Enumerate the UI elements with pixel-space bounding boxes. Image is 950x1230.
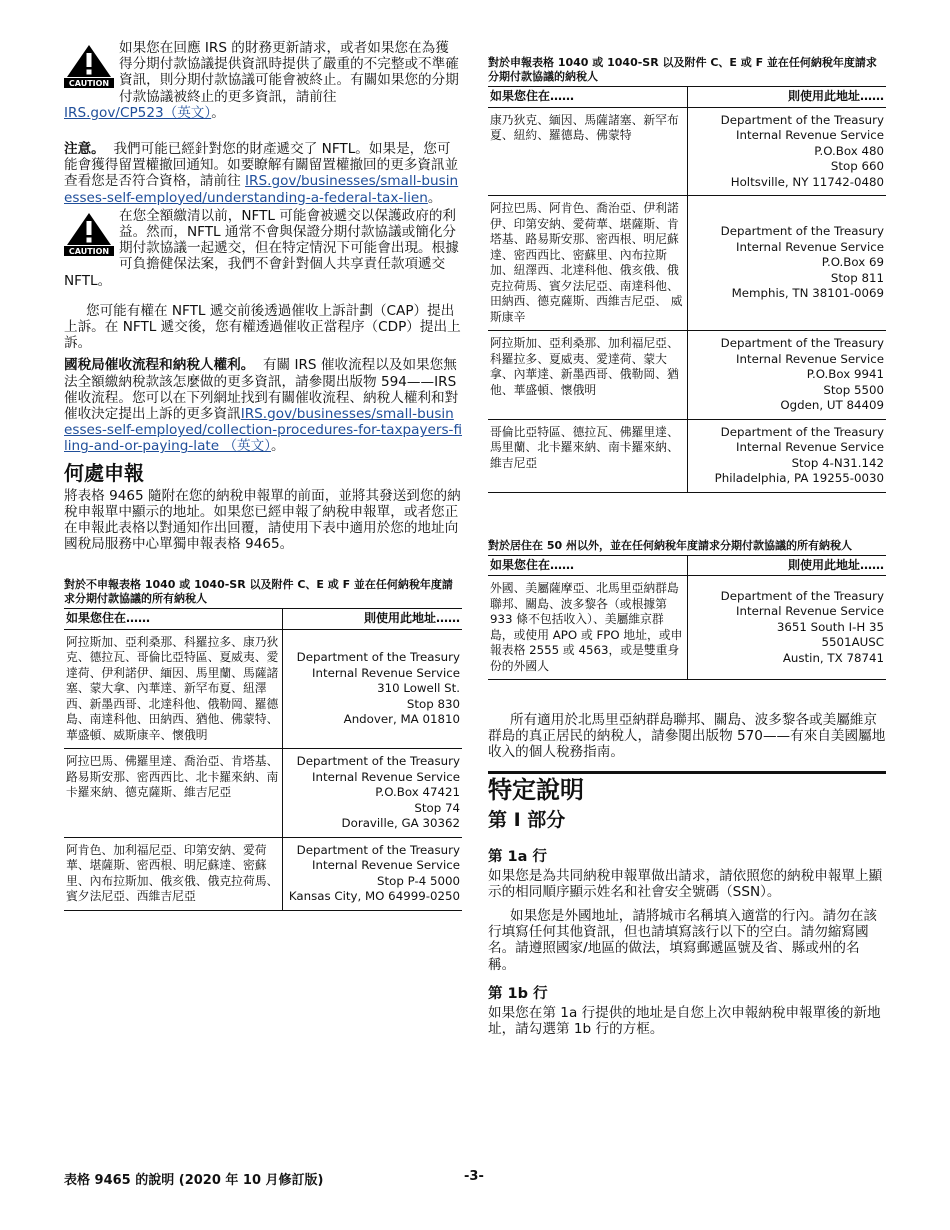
cap-paragraph: 您可能有權在 NFTL 遞交前後透過催收上訴計劃（CAP）提出上訴。在 NFTL 遞交後，您有權透過催收正當程序（CDP）提出上訴。 [64, 302, 461, 352]
collection-label: 國稅局催收流程和納稅人權利。 [64, 357, 255, 374]
part-1-heading: 第 I 部分 [488, 808, 566, 831]
table-row: 阿拉斯加、亞利桑那、科羅拉多、康乃狄克、德拉瓦、哥倫比亞特區、夏威夷、愛達荷、伊利諾伊、緬因、馬里蘭、馬薩諸塞、蒙大拿、內華達、新罕布夏、紐澤西、新墨西哥、北達科他、俄勒岡、羅德島、南達科他、田納西、猶他、佛蒙特、華盛頓、威斯康辛、懷俄明 Department of the Treasury Internal Revenue Service 310 Lowell St. Stop 830 Andover, MA 01810 [64, 629, 462, 749]
collection-procedures-link[interactable]: IRS.gov/businesses/small-businesses-self-employed/collection-procedures-for-taxpayers-filing-and-or-paying-late （英文） [64, 406, 463, 455]
caution-block-2 [64, 208, 462, 289]
table-row: 阿肯色、加利福尼亞、印第安納、愛荷華、堪薩斯、密西根、明尼蘇達、密蘇里、內布拉斯加、俄亥俄、俄克拉荷馬、賓夕法尼亞、西維吉尼亞 Department of the Treasury Internal Revenue Service Stop P-4 5000 Kansas City, MO 64999-0250 [64, 837, 462, 910]
col-header-state: 如果您住在…… [64, 609, 283, 630]
line-1a-paragraph-1: 如果您是為共同納稅申報單做出請求，請依照您的納稅申報單上顯示的相同順序顯示姓名和社會安全號碼（SSN）。 [488, 867, 883, 900]
caution-text-1: 如果您在回應 IRS 的財務更新請求，或者如果您在為獲得分期付款協議提供資訊時提供了嚴重的不完整或不準確資訊，則分期付款協議可能會被終止。有關如果您的分期付款協議被終止的更多資訊，請前往 IRS.gov/CP523（英文）。 [64, 40, 459, 121]
table-row: 阿拉巴馬、佛羅里達、喬治亞、肯塔基、路易斯安那、密西西比、北卡羅來納、南卡羅來納、德克薩斯、維吉尼亞 Department of the Treasury Internal Revenue Service P.O.Box 47421 Stop 74 Doraville, GA 30362 [64, 749, 462, 838]
line-1b-paragraph: 如果您在第 1a 行提供的地址是自您上次申報納稅申報單後的新地址，請勾選第 1b 行的方框。 [488, 1004, 881, 1038]
address-table-no-1040 [64, 608, 462, 911]
line-1b-heading: 第 1b 行 [488, 985, 548, 1002]
note-paragraph: 注意。 我們可能已經針對您的財產遞交了 NFTL。如果是，您可能會獲得留置權撤回通知。如要瞭解有關留置權撤回的更多資訊並查看您是否符合資格，請前往 IRS.gov/businesses/small-businesses-self-employed/understanding-a-federal-tax-lien。 [64, 141, 459, 206]
right-column [488, 56, 886, 1037]
table-title-no-1040: 對於不申報表格 1040 或 1040-SR 以及附件 C、E 或 F 並在任何納稅年度請求分期付款協議的所有納稅人 [64, 578, 453, 606]
caution-label: CAUTION [68, 79, 110, 88]
line-1a-heading: 第 1a 行 [488, 848, 547, 865]
left-column [64, 40, 462, 911]
footer-form-title: 表格 9465 的說明 (2020 年 10 月修訂版) [64, 1173, 324, 1188]
caution-block-1 [64, 40, 462, 121]
where-to-file-heading: 何處申報 [64, 460, 144, 485]
table-row: 哥倫比亞特區、德拉瓦、佛羅里達、馬里蘭、北卡羅來納、南卡羅來納、維吉尼亞 Department of the Treasury Internal Revenue Service Stop 4-N31.142 Philadelphia, PA 19255-0030 [488, 419, 886, 492]
table-title-1040: 對於申報表格 1040 或 1040-SR 以及附件 C、E 或 F 並在任何納稅年度請求分期付款協議的納稅人 [488, 56, 877, 83]
caution-text-2: 在您全額繳清以前，NFTL 可能會被遞交以保護政府的利益。然而，NFTL 通常不會與保證分期付款協議或簡化分期付款協議一起遞交，但在特定情況下可能會出現。根據可負擔健保法案，我們不會針對個人共享責任款項遞交 NFTL。 [64, 207, 459, 289]
collection-paragraph: 國稅局催收流程和納稅人權利。 有關 IRS 催收流程以及如果您無法全額繳納稅款該怎麼做的更多資訊，請參閱出版物 594——IRS 催收流程。您可以在下列網址找到有關催收流程、納稅人權利和對催收決定提出上訴的更多資訊IRS.gov/businesses/small-businesses-self-employed/collection-procedures-for-taxpayers-filing-and-or-paying-late （英文）。 [64, 357, 463, 455]
col-header-state: 如果您住在…… [488, 87, 687, 108]
col-header-address: 則使用此地址…… [687, 87, 886, 108]
caution-label: CAUTION [68, 246, 110, 256]
table-row: 阿拉巴馬、阿肯色、喬治亞、伊利諾伊、印第安納、愛荷華、堪薩斯、肯塔基、路易斯安那、密西根、明尼蘇達、密西西比、密蘇里、內布拉斯加、紐澤西、北達科他、俄亥俄、俄克拉荷馬、賓夕法尼亞、南達科他、田納西、德克薩斯、西維吉尼亞、 威斯康辛 Department of the Treasury Internal Revenue Service P.O.Box 69 Stop 811 Memphis, TN 38101-0069 [488, 196, 886, 331]
address-table-1040 [488, 86, 886, 493]
line-1a-paragraph-2: 如果您是外國地址，請將城市名稱填入適當的行內。請勿在該行填寫任何其他資訊，但也請填寫該行以下的空白。請勿縮寫國名。請遵照國家/地區的做法，填寫郵遞區號及省、縣或州的名稱。 [488, 908, 878, 973]
table-title-outside-states: 對於居住在 50 州以外，並在任何納稅年度請求分期付款協議的所有納稅人 [488, 538, 852, 552]
page-footer [64, 1169, 886, 1188]
col-header-state: 如果您住在…… [488, 555, 687, 576]
table-row: 外國、美屬薩摩亞、北馬里亞納群島聯邦、關島、波多黎各（或根據第 933 條不包括收入）、美屬維京群島，或使用 APO 或 FPO 地址，或申報表格 2555 或 4563，或是雙重身份的外國人 Department of the Treasury Internal Revenue Service 3651 South I-H 35 5501AUSC Austin, TX 78741 [488, 576, 886, 680]
table-row: 康乃狄克、緬因、馬薩諸塞、新罕布夏、紐約、羅德島、佛蒙特 Department of the Treasury Internal Revenue Service P.O.Box 480 Stop 660 Holtsville, NY 11742-0480 [488, 107, 886, 196]
col-header-address: 則使用此地址…… [687, 555, 886, 576]
address-table-outside-states [488, 555, 886, 681]
cp523-link[interactable]: IRS.gov/CP523（英文） [64, 104, 212, 121]
federal-tax-lien-link[interactable]: IRS.gov/businesses/small-businesses-self-employed/understanding-a-federal-tax-lien [64, 173, 459, 206]
specific-instructions-heading: 特定說明 [488, 775, 584, 804]
territory-paragraph: 所有適用於北馬里亞納群島聯邦、關島、波多黎各或美屬維京群島的真正居民的納稅人，請參閱出版物 570——有來自美國屬地收入的個人稅務指南。 [488, 712, 886, 761]
caution-icon [64, 44, 114, 88]
col-header-address: 則使用此地址…… [283, 609, 462, 630]
page-number: -3- [464, 1169, 484, 1184]
caution-icon [64, 212, 114, 256]
note-label: 注意。 [64, 141, 105, 158]
table-row: 阿拉斯加、亞利桑那、加利福尼亞、科羅拉多、夏威夷、愛達荷、蒙大拿、內華達、新墨西哥、俄勒岡、猶他、華盛頓、懷俄明 Department of the Treasury Internal Revenue Service P.O.Box 9941 Stop 5500 Ogden, UT 84409 [488, 331, 886, 420]
where-to-file-text: 將表格 9465 隨附在您的納稅申報單的前面，並將其發送到您的納稅申報單中顯示的地址。如果您已經申報了納稅申報單，或者您正在申報此表格以對通知作出回覆，請使用下表中適用於您的地址向國稅局服務中心單獨申報表格 9465。 [64, 487, 461, 553]
